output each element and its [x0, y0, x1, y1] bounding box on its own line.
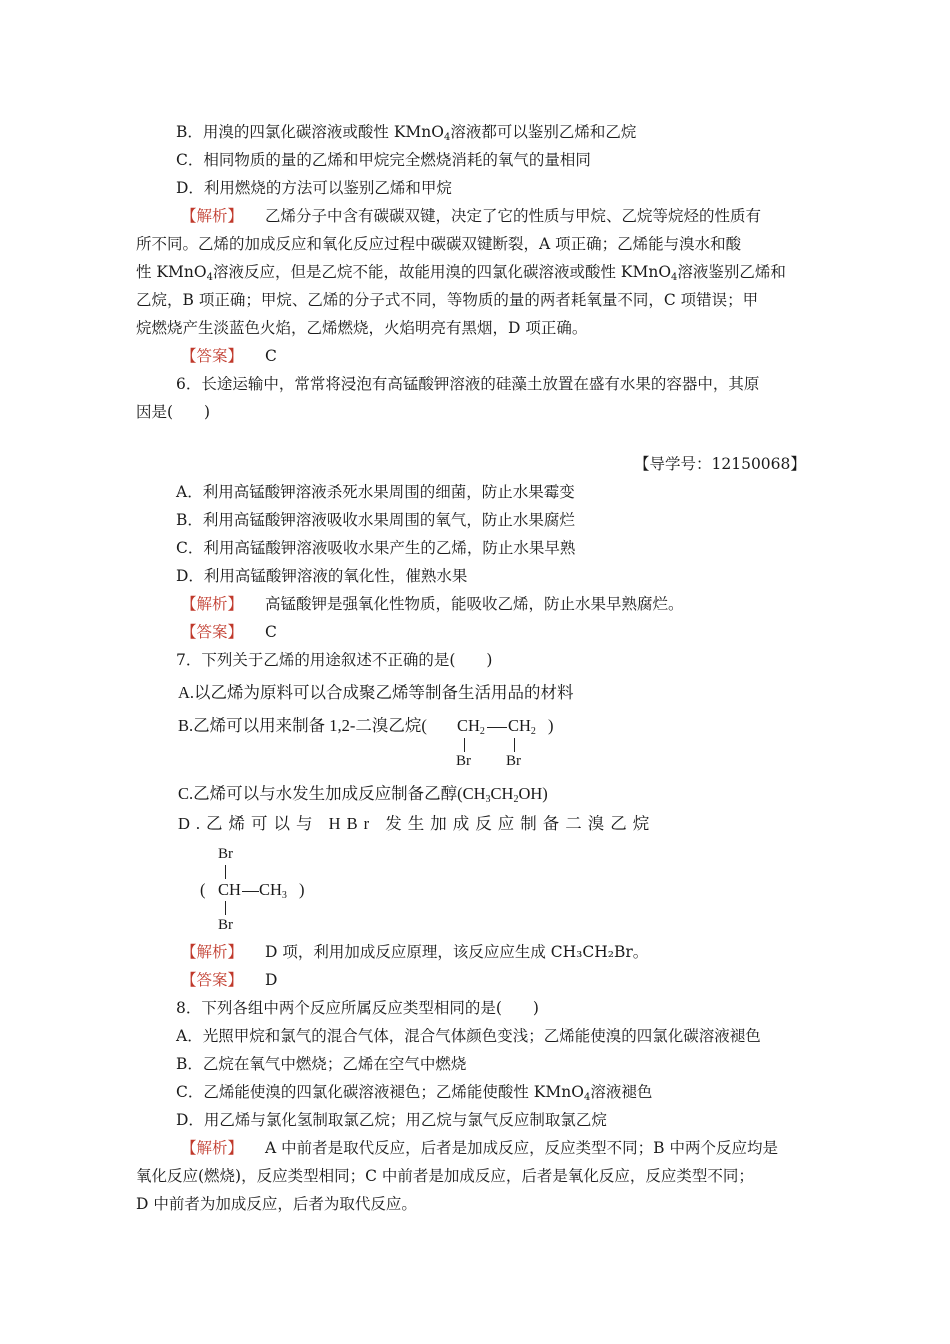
q8-stem: 8．下列各组中两个反应所属反应类型相同的是( ) [176, 999, 539, 1017]
q7-stem: 7．下列关于乙烯的用途叙述不正确的是( ) [176, 651, 493, 669]
bond-line [464, 738, 465, 752]
q5-analysis-line-5: 烷燃烧产生淡蓝色火焰，乙烯燃烧，火焰明亮有黑烟，D 项正确。 [136, 319, 588, 337]
guide-number: 【导学号：12150068】 [634, 455, 806, 473]
analysis-tag: 【解析】 [181, 207, 244, 225]
q7-b-formula-left: $CH_2$ [457, 716, 485, 737]
q5-option-d: D．利用燃烧的方法可以鉴别乙烯和甲烷 [176, 179, 452, 197]
q5-option-c: C．相同物质的量的乙烯和甲烷完全燃烧消耗的氧气的量相同 [176, 151, 591, 169]
q6-option-d: D．利用高锰酸钾溶液的氧化性，催熟水果 [176, 567, 468, 585]
q7-answer: 【答案】 D [181, 971, 278, 989]
q8-option-b: B．乙烷在氧气中燃烧；乙烯在空气中燃烧 [176, 1055, 467, 1073]
bromine-label: Br [456, 753, 471, 769]
q5-analysis-line-1: 【解析】 乙烯分子中含有碳碳双键，决定了它的性质与甲烷、乙烷等烷烃的性质有 [181, 207, 762, 225]
answer-tag: 【答案】 [181, 347, 244, 365]
ch3-group: $CH_3$ [259, 880, 287, 901]
bond-line [514, 738, 515, 752]
paren-open: ( [200, 880, 206, 899]
bromine-label: Br [218, 917, 233, 933]
q6-stem-line-1: 6．长途运输中，常常将浸泡有高锰酸钾溶液的硅藻土放置在盛有水果的容器中，其原 [176, 375, 760, 393]
q5-analysis-line-3: 性 KMnO$_4$溶液反应，但是乙烷不能，故能用溴的四氯化碳溶液或酸性 KMnO$_4$溶液鉴别乙烯和 [136, 263, 786, 283]
ch-group: CH [218, 880, 241, 899]
q7-option-b: B.乙烯可以用来制备 1,2-二溴乙烷( [178, 716, 427, 735]
q5-analysis-line-2: 所不同。乙烯的加成反应和氧化反应过程中碳碳双键断裂，A 项正确；乙烯能与溴水和酸 [136, 235, 742, 253]
q5-analysis-line-4: 乙烷，B 项正确；甲烷、乙烯的分子式不同，等物质的量的两者耗氧量不同，C 项错误；甲 [136, 291, 759, 309]
bromine-label: Br [218, 846, 233, 862]
q6-stem-line-2: 因是( ) [136, 403, 211, 421]
q8-option-d: D．用乙烯与氯化氢制取氯乙烷；用乙烷与氯气反应制取氯乙烷 [176, 1111, 607, 1129]
q5-option-b: B．用溴的四氯化碳溶液或酸性 KMnO$_4$溶液都可以鉴别乙烯和乙烷 [176, 123, 637, 143]
q7-analysis: 【解析】 D 项，利用加成反应原理，该反应应生成 CH₃CH₂Br。 [181, 943, 649, 961]
bond-dash [487, 727, 507, 728]
q8-analysis-line-2: 氧化反应(燃烧)，反应类型相同；C 中前者是加成反应，后者是氧化反应，反应类型不同； [136, 1167, 754, 1185]
q7-b-formula-right: $CH_2$ [508, 716, 536, 737]
q7-option-a: A.以乙烯为原料可以合成聚乙烯等制备生活用品的材料 [178, 683, 574, 702]
q6-option-a: A．利用高锰酸钾溶液杀死水果周围的细菌，防止水果霉变 [176, 483, 575, 501]
q6-option-b: B．利用高锰酸钾溶液吸收水果周围的氧气，防止水果腐烂 [176, 511, 575, 529]
q8-option-a: A．光照甲烷和氯气的混合气体，混合气体颜色变浅；乙烯能使溴的四氯化碳溶液褪色 [176, 1027, 761, 1045]
q6-answer: 【答案】 C [181, 623, 277, 641]
q8-option-c: C．乙烯能使溴的四氯化碳溶液褪色；乙烯能使酸性 KMnO$_4$溶液褪色 [176, 1083, 653, 1103]
q8-analysis-line-3: D 中前者为加成反应，后者为取代反应。 [136, 1195, 417, 1213]
paren-close: ) [299, 880, 305, 899]
q6-option-c: C．利用高锰酸钾溶液吸收水果产生的乙烯，防止水果早熟 [176, 539, 576, 557]
bond-line [225, 865, 226, 879]
q7-b-close: ) [548, 716, 554, 735]
bromine-label: Br [506, 753, 521, 769]
bond-line [225, 901, 226, 915]
q7-option-d: D.乙烯可以与 HBr 发生加成反应制备二溴乙烷 [178, 814, 656, 833]
bond-dash [242, 891, 259, 892]
q8-analysis-line-1: 【解析】 A 中前者是取代反应，后者是加成反应，反应类型不同；B 中两个反应均是 [181, 1139, 778, 1157]
q6-analysis: 【解析】 高锰酸钾是强氧化性物质，能吸收乙烯，防止水果早熟腐烂。 [181, 595, 684, 613]
q5-answer: 【答案】 C [181, 347, 277, 365]
q7-option-c: C.乙烯可以与水发生加成反应制备乙醇$(CH_3CH_2OH)$ [178, 784, 548, 805]
